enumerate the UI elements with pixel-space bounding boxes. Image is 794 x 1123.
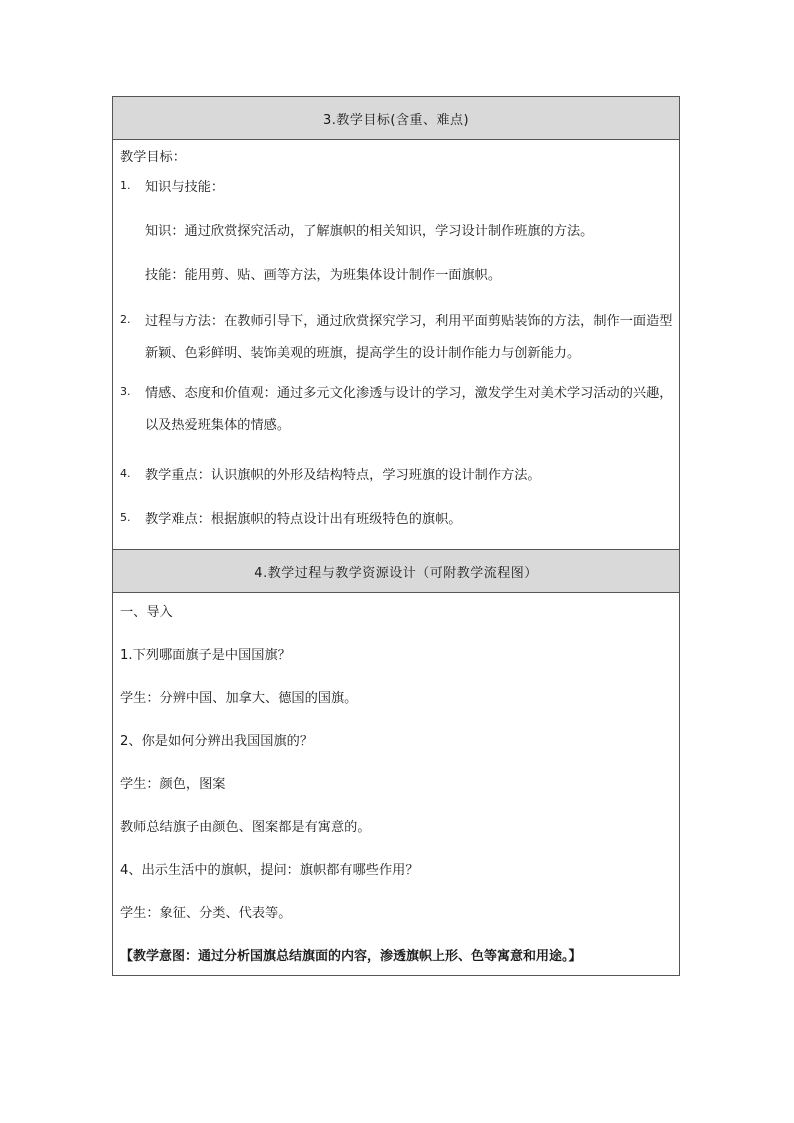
goal-item-4 <box>120 466 673 486</box>
item-number: 5. <box>120 511 131 524</box>
item-number: 2. <box>120 313 131 326</box>
skill-line: 技能：能用剪、贴、画等方法，为班集体设计制作一面旗帜。 <box>145 268 502 283</box>
item-text: 过程与方法：在教师引导下，通过欣赏探究学习，利用平面剪贴装饰的方法，制作一面造型新颖、色彩鲜明、装饰美观的班旗，提高学生的设计制作能力与创新能力。 <box>145 314 673 361</box>
process-line: 学生：颜色，图案 <box>120 777 226 792</box>
item-number: 1. <box>120 179 131 192</box>
process-line: 2、你是如何分辨出我国国旗的？ <box>120 734 314 749</box>
teaching-intent-note: 【教学意图：通过分析国旗总结旗面的内容，渗透旗帜上形、色等寓意和用途。】 <box>120 949 582 964</box>
section-title: 4.教学过程与教学资源设计（可附教学流程图） <box>254 565 538 581</box>
goal-item-5 <box>120 510 673 530</box>
section-header-teaching-process <box>113 550 679 593</box>
process-line: 学生：象征、分类、代表等。 <box>120 906 292 921</box>
section-header-teaching-goals <box>113 97 679 140</box>
process-line: 教师总结旗子由颜色、图案都是有寓意的。 <box>120 820 371 835</box>
item-title: 知识与技能： <box>145 180 225 195</box>
item-text: 教学重点：认识旗帜的外形及结构特点，学习班旗的设计制作方法。 <box>145 468 541 483</box>
lesson-plan-table <box>112 96 680 976</box>
item-number: 3. <box>120 385 131 398</box>
knowledge-line: 知识：通过欣赏探究活动，了解旗帜的相关知识，学习设计制作班旗的方法。 <box>145 224 594 239</box>
item-text: 教学难点：根据旗帜的特点设计出有班级特色的旗帜。 <box>145 512 462 527</box>
item-number: 4. <box>120 467 131 480</box>
goal-item-2 <box>120 312 673 370</box>
process-line: 一、导入 <box>120 605 173 620</box>
process-line: 学生：分辨中国、加拿大、德国的国旗。 <box>120 691 358 706</box>
teaching-process-body <box>113 593 679 975</box>
teaching-goals-body <box>113 140 679 550</box>
goal-item-3 <box>120 384 673 442</box>
section-title: 3.教学目标(含重、难点) <box>322 112 470 128</box>
item-text: 情感、态度和价值观：通过多元文化渗透与设计的学习，激发学生对美术学习活动的兴趣，以及热爱班集体的情感。 <box>145 386 673 433</box>
process-line: 4、出示生活中的旗帜，提问：旗帜都有哪些作用？ <box>120 863 419 878</box>
goal-item-1 <box>120 178 673 198</box>
goals-label: 教学目标： <box>120 150 186 165</box>
process-line: 1.下列哪面旗子是中国国旗？ <box>120 648 291 663</box>
